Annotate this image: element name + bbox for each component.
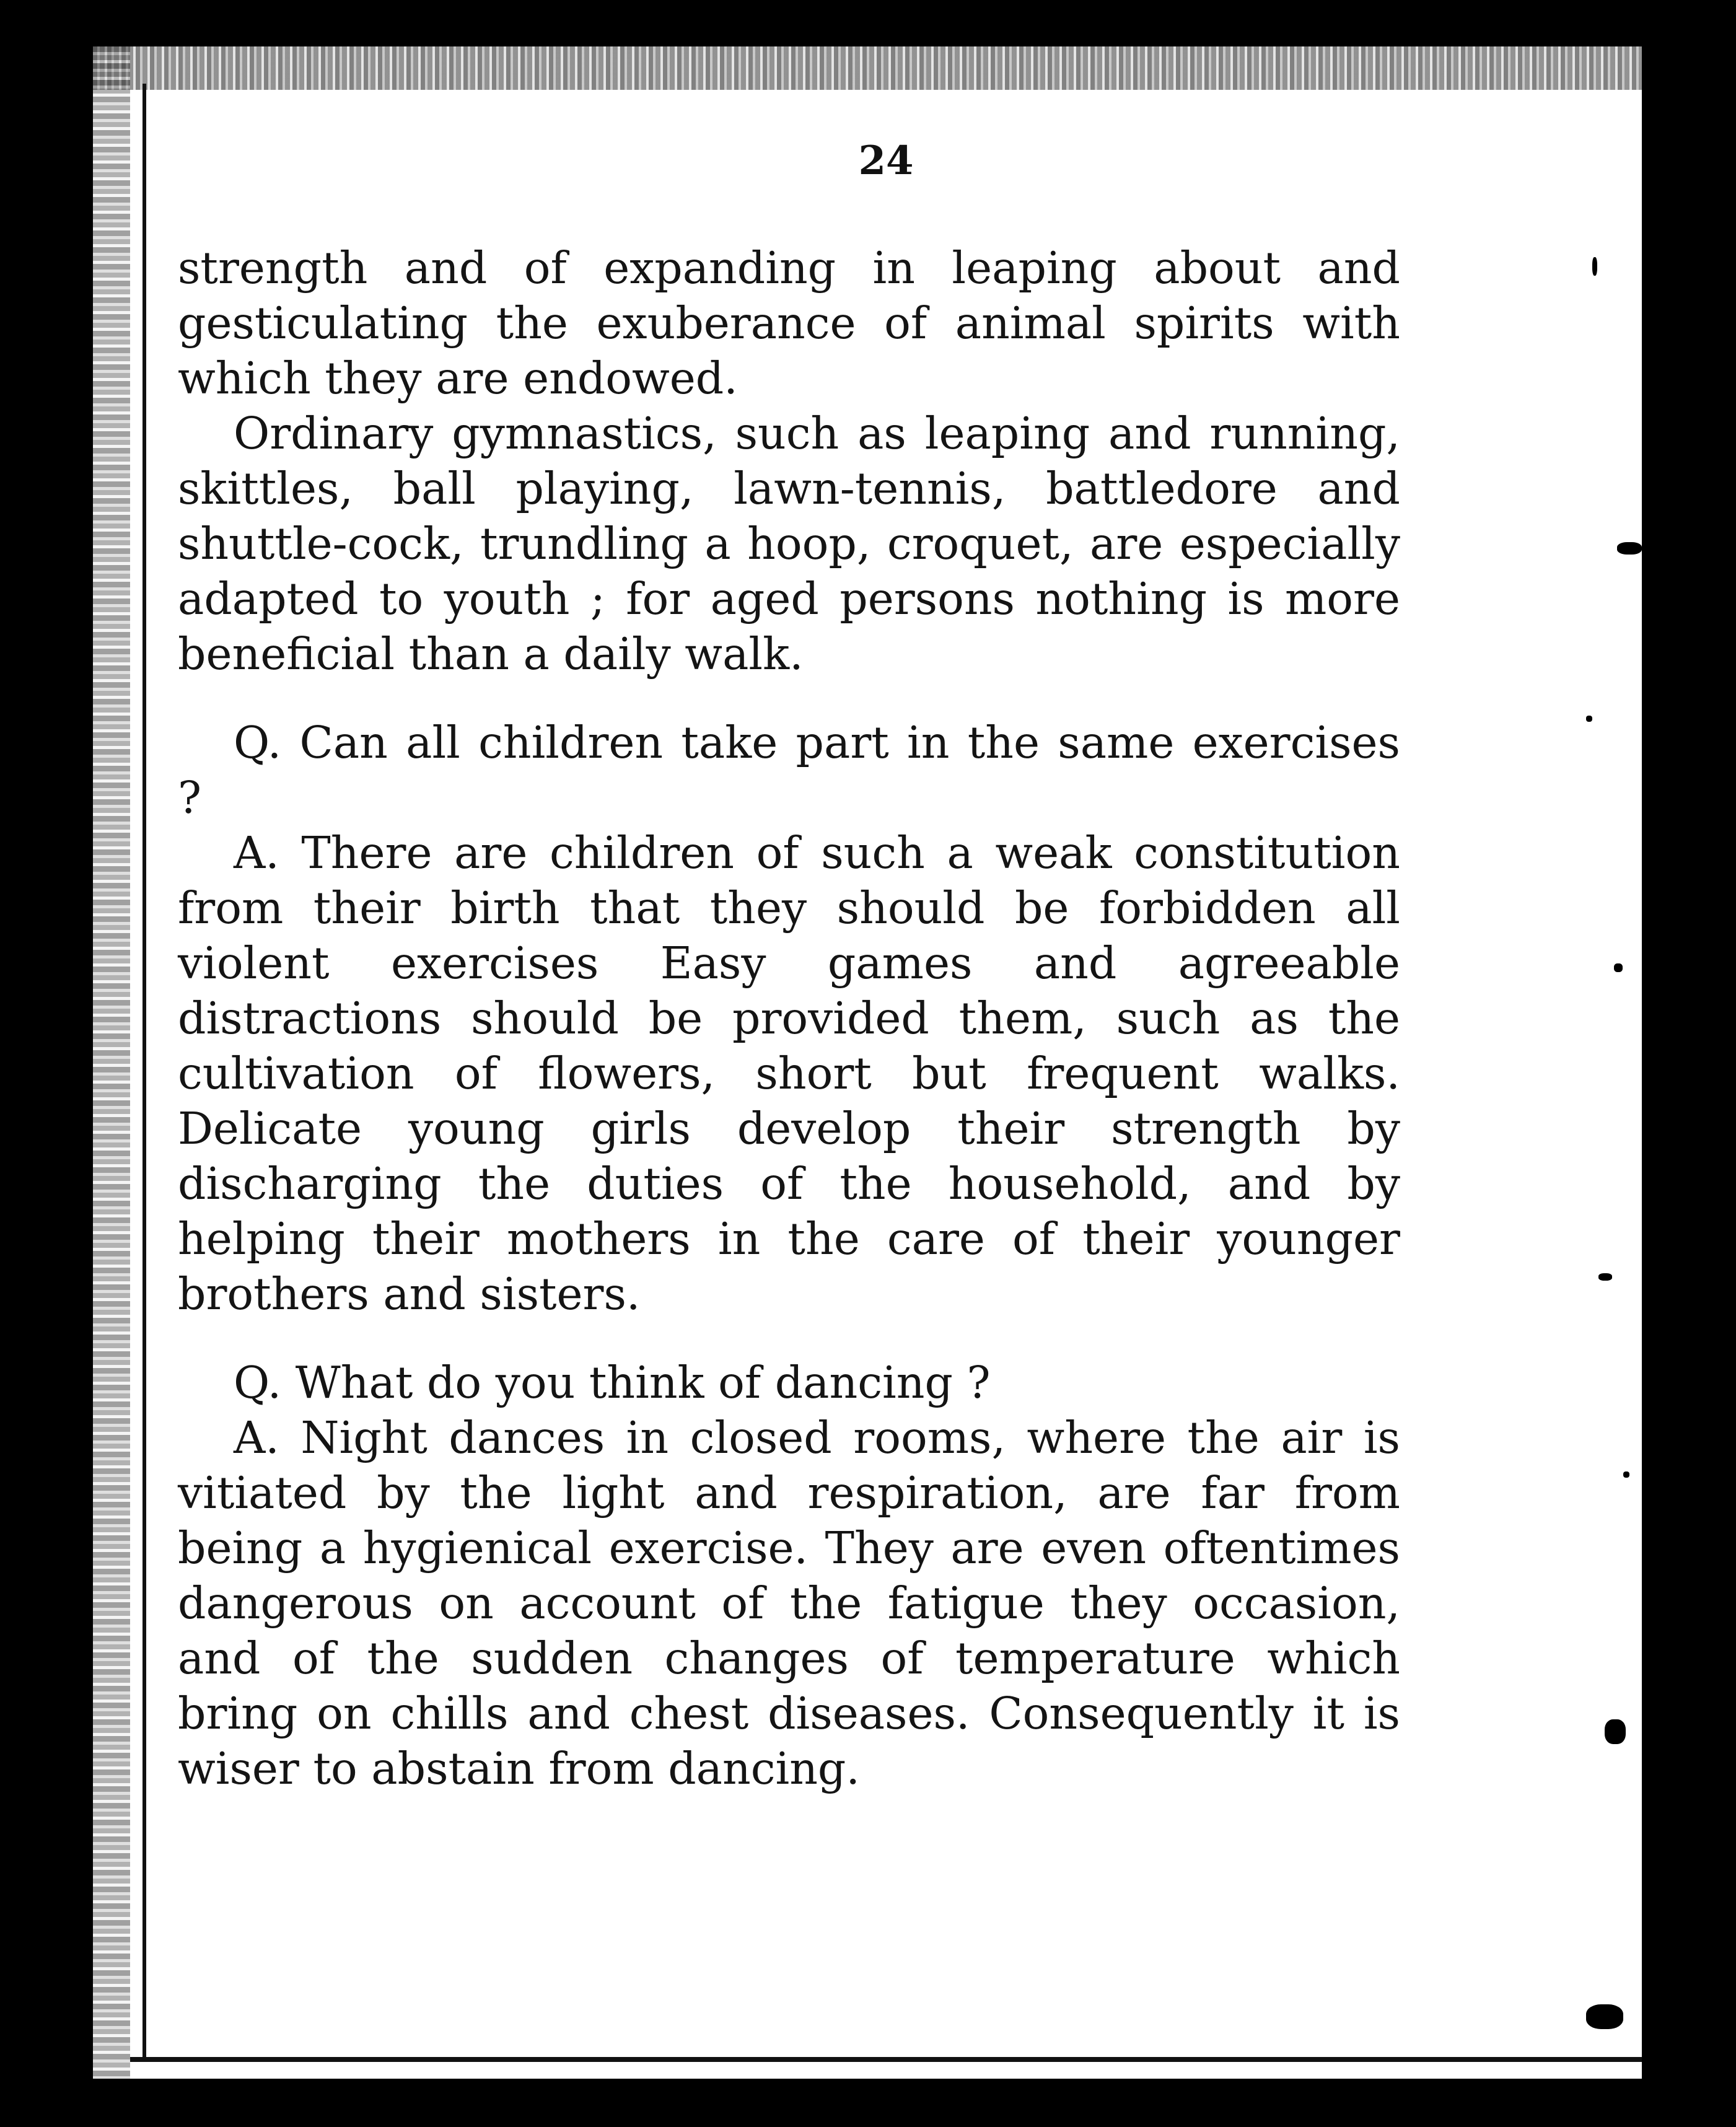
margin-specks xyxy=(1580,170,1642,2029)
answer-dancing: A. Night dances in closed rooms, where the air is vitiated by the light and respiration, are far from being a hygienical exercise. They are even oftentimes dangerous on account of the fatigue they occasion, and of the sudden changes of temperature which bring on chills and chest diseases. Consequently it is wiser to abstain from dancing. xyxy=(178,1412,1400,1794)
paragraph-gymnastics: Ordinary gymnastics, such as leaping and running, skittles, ball playing, lawn-tennis, battledore and shuttle-cock, trundling a hoop, croquet, are especially adapted to youth ; for aged persons nothing is more beneficial than a daily walk. xyxy=(178,408,1400,680)
answer-children-exercises: A. There are children of such a weak constitution from their birth that they should be forbidden all violent exercises Easy games and agreeable distractions should be provided them, such as the cultivation of flowers, short but frequent walks. Delicate young girls develop their strength by discharging the duties of the household, and by helping their mothers in the care of their younger brothers and sisters. xyxy=(178,827,1400,1320)
page-gutter-shadow xyxy=(93,46,130,2079)
page-number: 24 xyxy=(858,138,914,184)
bottom-margin-rule xyxy=(130,2057,1642,2062)
speck xyxy=(1605,1719,1626,1744)
left-margin-rule xyxy=(142,84,146,2060)
speck xyxy=(1598,1273,1612,1281)
question-children-exercises: Q. Can all children take part in the same exercises ? xyxy=(178,717,1400,823)
speck xyxy=(1623,1471,1629,1478)
speck xyxy=(1592,257,1597,276)
right-binding-edge xyxy=(1642,46,1654,2079)
speck xyxy=(1617,542,1642,555)
page-body xyxy=(178,240,1400,1796)
speck xyxy=(1586,716,1592,722)
speck xyxy=(1586,2004,1623,2029)
paragraph-continuation: strength and of expanding in leaping about and gesticulating the exuberance of animal spirits with which they are endowed. xyxy=(178,242,1400,404)
page-top-edge-shadow xyxy=(93,46,1654,90)
speck xyxy=(1614,963,1623,972)
question-dancing: Q. What do you think of dancing ? xyxy=(234,1357,991,1408)
